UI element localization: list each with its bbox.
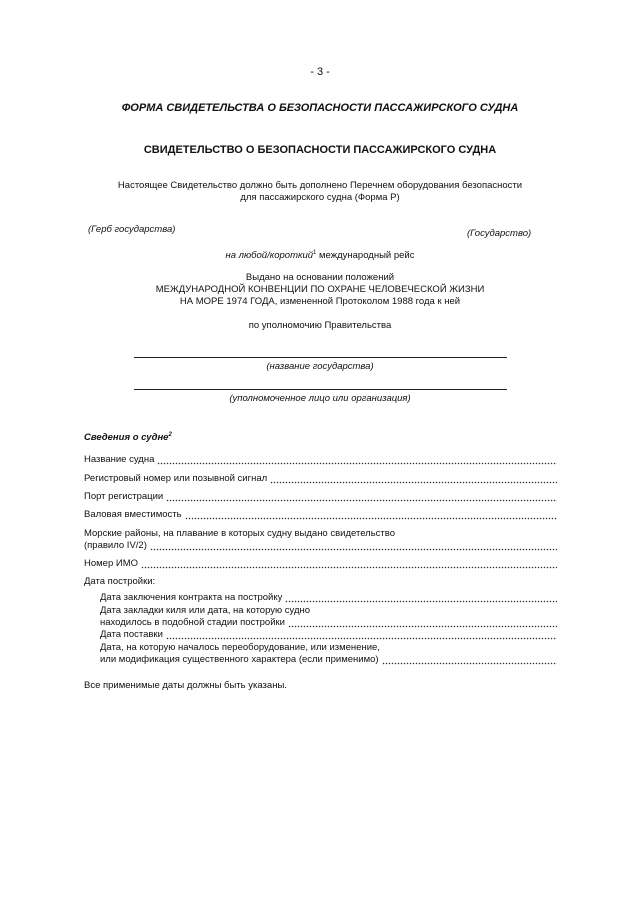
imo-label: Номер ИМО (84, 558, 139, 569)
authority-line: по уполномочию Правительства (248, 320, 392, 331)
contract-date-label: Дата заключения контракта на постройку (100, 592, 283, 603)
keel-date-label-2: находилось в подобной стадии постройки (100, 617, 285, 628)
tonnage-fill[interactable] (185, 511, 557, 520)
contract-date-fill[interactable] (285, 594, 557, 603)
conversion-date-label-2: или модификация существенного характера (если применимо) (100, 654, 379, 665)
delivery-date-label: Дата поставки (100, 629, 163, 640)
reg-number-fill[interactable] (270, 475, 557, 484)
sea-areas-label-1: Морские районы, на плавание в которых судну выдано свидетельство (84, 528, 396, 539)
keel-date-label-1: Дата закладки киля или дата, на которую судно (100, 605, 311, 616)
coat-of-arms-label: (Герб государства) (88, 224, 176, 235)
keel-date-fill[interactable] (288, 619, 557, 628)
voyage-type: на любой/короткий (225, 250, 314, 261)
issued-line-1: Выдано на основании положений (245, 272, 395, 283)
voyage-rest: международный рейс (316, 250, 415, 261)
state-name-caption: (название государства) (266, 361, 374, 372)
sea-areas-field[interactable] (84, 540, 557, 552)
conversion-date-label-1: Дата, на которую началось переоборудование, или изменение, (100, 642, 380, 653)
state-label: (Государство) (467, 228, 532, 239)
page-number: - 3 - (310, 66, 330, 78)
imo-fill[interactable] (141, 560, 557, 569)
state-name-rule (134, 357, 507, 358)
ship-section-title (84, 432, 172, 443)
port-field[interactable] (84, 491, 557, 503)
sea-areas-label-2: (правило IV/2) (84, 540, 147, 551)
authorized-caption: (уполномоченное лицо или организация) (229, 393, 411, 404)
form-title: ФОРМА СВИДЕТЕЛЬСТВА О БЕЗОПАСНОСТИ ПАССАЖИРСКОГО СУДНА (121, 102, 519, 114)
keel-date-field[interactable] (100, 617, 557, 629)
reg-number-label: Регистровый номер или позывной сигнал (84, 473, 268, 484)
build-date-label: Дата постройки: (84, 576, 156, 587)
ship-name-field[interactable] (84, 454, 557, 466)
issued-line-2: МЕЖДУНАРОДНОЙ КОНВЕНЦИИ ПО ОХРАНЕ ЧЕЛОВЕЧЕСКОЙ ЖИЗНИ (155, 284, 485, 295)
issued-line-3: НА МОРЕ 1974 ГОДА, измененной Протоколом 1988 года к ней (179, 296, 461, 307)
conversion-date-field[interactable] (100, 654, 557, 666)
ship-name-label: Название судна (84, 454, 155, 465)
ship-name-fill[interactable] (157, 456, 557, 465)
port-label: Порт регистрации (84, 491, 164, 502)
footnote-ref-1: 1 (313, 249, 317, 256)
intro-line-2: для пассажирского судна (Форма P) (240, 192, 400, 203)
intro-line-1: Настоящее Свидетельство должно быть дополнено Перечнем оборудования безопасности (117, 180, 523, 191)
delivery-date-fill[interactable] (166, 631, 557, 640)
conversion-date-fill[interactable] (382, 656, 557, 665)
authorized-rule (134, 389, 507, 390)
tonnage-label: Валовая вместимость (84, 509, 182, 520)
footer-note: Все применимые даты должны быть указаны. (84, 680, 287, 691)
imo-field[interactable] (84, 558, 557, 570)
sea-areas-fill[interactable] (150, 542, 557, 551)
voyage-line (0, 250, 640, 261)
reg-number-field[interactable] (84, 473, 557, 485)
contract-date-field[interactable] (100, 592, 557, 604)
port-fill[interactable] (166, 493, 557, 502)
certificate-title: СВИДЕТЕЛЬСТВО О БЕЗОПАСНОСТИ ПАССАЖИРСКОГО СУДНА (143, 144, 497, 156)
ship-section-title-text: Сведения о судне (84, 432, 169, 443)
delivery-date-field[interactable] (100, 629, 557, 641)
tonnage-field[interactable] (84, 509, 557, 521)
footnote-ref-2: 2 (168, 431, 172, 438)
